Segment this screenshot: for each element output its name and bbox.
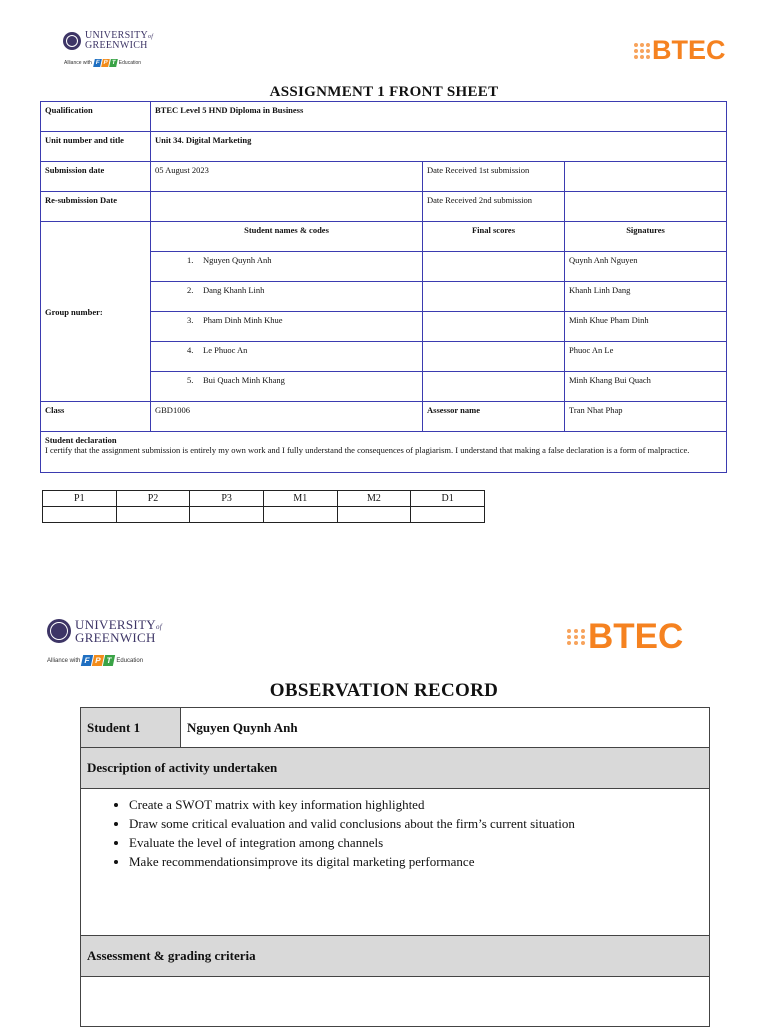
activity-item: • Make recommendationsimprove its digital marketing performance [129, 854, 703, 870]
observation-title: OBSERVATION RECORD [269, 680, 499, 701]
group-number-label: Group number: [41, 222, 151, 402]
grade-value [116, 507, 190, 523]
student-names-header: Student names & codes [151, 222, 423, 252]
front-sheet-title: ASSIGNMENT 1 FRONT SHEET [269, 84, 499, 100]
criteria-label: Assessment & grading criteria [81, 936, 710, 977]
student-name: Nguyen Quynh Anh [181, 708, 710, 748]
university-name-line1: UNIVERSITYof [85, 30, 154, 41]
activity-item: • Draw some critical evaluation and valid conclusions about the firm’s current situation [129, 816, 703, 832]
student-score-cell [423, 342, 565, 372]
assessor-label: Assessor name [423, 402, 565, 432]
student-signature-cell: Minh Khang Bui Quach [565, 372, 727, 402]
alliance-fpt-logo: Alliance with F P T Education [64, 60, 142, 66]
grades-header-row [43, 491, 485, 507]
observation-table [80, 707, 710, 1027]
grade-header: M1 [263, 491, 337, 507]
grades-value-row [43, 507, 485, 523]
class-value: GBD1006 [151, 402, 423, 432]
qualification-label: Qualification [41, 102, 151, 132]
grade-header: P3 [190, 491, 264, 507]
student-signature-cell: Quynh Anh Nguyen [565, 252, 727, 282]
declaration-text: I certify that the assignment submission is entirely my own work and I fully understand the consequences of plagiarism. I understand that making a false declaration is a form of malpractice. [45, 445, 690, 455]
university-name-line2: GREENWICH [85, 40, 148, 51]
received2-value [565, 192, 727, 222]
student-declaration [41, 432, 727, 473]
submission-date-label: Submission date [41, 162, 151, 192]
signatures-header: Signatures [565, 222, 727, 252]
student-score-cell [423, 282, 565, 312]
btec-logo: BTEC [567, 617, 683, 657]
activity-item: • Create a SWOT matrix with key information highlighted [129, 797, 703, 813]
student-signature-cell: Phuoc An Le [565, 342, 727, 372]
student-name-cell: 5. Bui Quach Minh Khang [151, 372, 423, 402]
received1-label: Date Received 1st submission [423, 162, 565, 192]
university-crest-icon [47, 619, 71, 643]
grade-value [411, 507, 485, 523]
activity-list-cell [81, 789, 710, 936]
fpt-logo-icon: F P T [82, 655, 114, 666]
received2-label: Date Received 2nd submission [423, 192, 565, 222]
grade-header: M2 [337, 491, 411, 507]
submission-date-value: 05 August 2023 [151, 162, 423, 192]
student-score-cell [423, 252, 565, 282]
btec-logo: BTEC [634, 35, 726, 66]
student-score-cell [423, 372, 565, 402]
activity-list [87, 797, 703, 870]
criteria-value [81, 977, 710, 1027]
university-logo [47, 618, 162, 644]
student-name-cell: 3. Pham Dinh Minh Khue [151, 312, 423, 342]
qualification-value: BTEC Level 5 HND Diploma in Business [151, 102, 727, 132]
student-name-cell: 1. Nguyen Quynh Anh [151, 252, 423, 282]
unit-label: Unit number and title [41, 132, 151, 162]
grade-value [263, 507, 337, 523]
grade-value [337, 507, 411, 523]
fpt-logo-icon: F P T [94, 60, 116, 66]
grade-value [43, 507, 117, 523]
university-name-line1: UNIVERSITYof [75, 617, 163, 632]
received1-value [565, 162, 727, 192]
assessor-value: Tran Nhat Phap [565, 402, 727, 432]
resubmission-date-label: Re-submission Date [41, 192, 151, 222]
student-name-cell: 4. Le Phuoc An [151, 342, 423, 372]
activity-item: • Evaluate the level of integration among channels [129, 835, 703, 851]
grade-value [190, 507, 264, 523]
alliance-fpt-logo: Alliance with F P T Education [47, 656, 144, 665]
grade-header: P1 [43, 491, 117, 507]
student-name-cell: 2. Dang Khanh Linh [151, 282, 423, 312]
declaration-title: Student declaration [45, 435, 117, 445]
student-score-cell [423, 312, 565, 342]
btec-dots-icon [634, 43, 650, 59]
student-label: Student 1 [81, 708, 181, 748]
class-label: Class [41, 402, 151, 432]
student-signature-cell: Minh Khue Pham Dinh [565, 312, 727, 342]
grades-table [42, 490, 485, 523]
university-name-line2: GREENWICH [75, 630, 156, 645]
resubmission-date-value [151, 192, 423, 222]
final-scores-header: Final scores [423, 222, 565, 252]
student-signature-cell: Khanh Linh Dang [565, 282, 727, 312]
btec-dots-icon [567, 629, 586, 645]
grade-header: P2 [116, 491, 190, 507]
university-logo [63, 31, 153, 51]
description-label: Description of activity undertaken [81, 748, 710, 789]
front-sheet-table [40, 101, 727, 473]
university-crest-icon [63, 32, 81, 50]
grade-header: D1 [411, 491, 485, 507]
unit-value: Unit 34. Digital Marketing [151, 132, 727, 162]
